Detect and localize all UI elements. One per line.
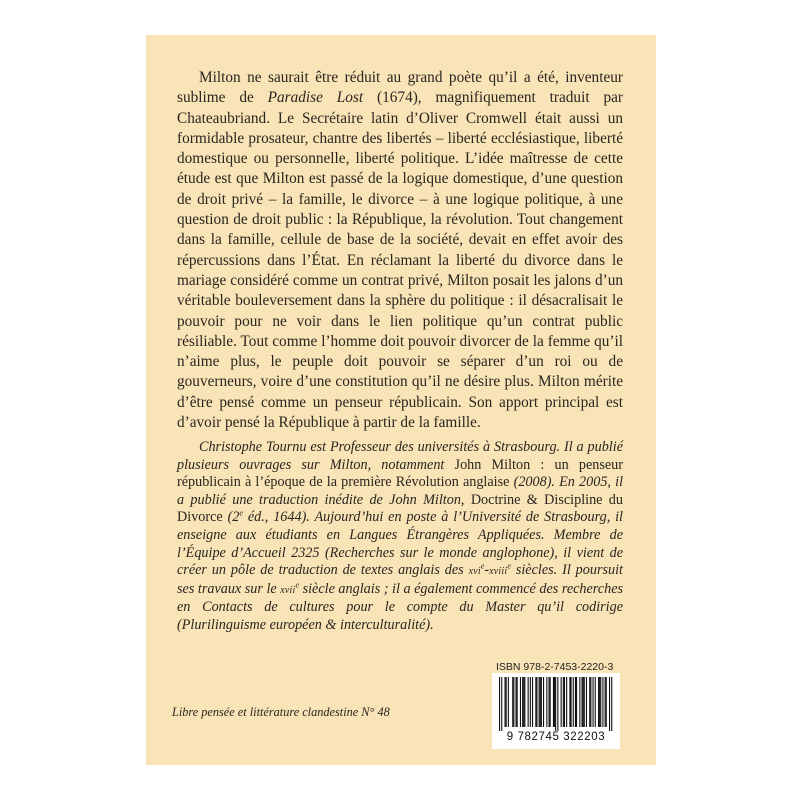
barcode-bar bbox=[583, 677, 584, 727]
barcode-bar bbox=[523, 677, 524, 727]
century-numeral: xviii bbox=[489, 566, 508, 578]
century-numeral: xvi bbox=[468, 566, 481, 578]
paradise-lost-title: Paradise Lost bbox=[267, 89, 364, 107]
collection-line: Libre pensée et littérature clandestine N° 48 bbox=[172, 705, 390, 719]
bio-text-part: (2 bbox=[222, 509, 240, 526]
bio-dash: - bbox=[484, 562, 490, 579]
barcode-bar bbox=[563, 677, 564, 727]
barcode-bar bbox=[600, 677, 601, 727]
bio-superscript: e bbox=[480, 561, 485, 571]
bio-book-title: Doctrine & Discipline du Divorce bbox=[177, 491, 623, 526]
barcode-bar bbox=[609, 677, 610, 731]
barcode-bar bbox=[546, 677, 547, 727]
barcode-bar bbox=[549, 677, 550, 727]
barcode-bar bbox=[520, 677, 521, 727]
summary-paragraph bbox=[177, 68, 623, 433]
barcode-bar bbox=[557, 677, 558, 731]
barcode-digits: 9 782745 322203 bbox=[506, 731, 606, 743]
barcode-bar bbox=[536, 677, 537, 727]
barcode-bar bbox=[573, 677, 574, 727]
bio-superscript: e bbox=[507, 561, 511, 571]
barcode-bar bbox=[584, 677, 585, 727]
back-cover bbox=[146, 35, 656, 765]
barcode-bar bbox=[532, 677, 533, 727]
bio-superscript: e bbox=[239, 508, 243, 518]
barcode-bar bbox=[516, 677, 517, 727]
barcode-bar bbox=[501, 677, 502, 731]
bio-text-part: (2008). En 2005, il a publié une traduction inédite de John Milton, bbox=[177, 474, 624, 508]
barcode-bar bbox=[598, 677, 599, 727]
barcode-bar bbox=[566, 677, 567, 727]
barcode-bar bbox=[589, 677, 590, 727]
bio-text-part: siècle anglais ; il a également commencé des recherches en Contacts de cultures pour le compte du Master qu’il codirige (Plurilinguisme européen & interculturalité). bbox=[177, 580, 624, 633]
barcode-bar bbox=[508, 677, 509, 727]
author-bio bbox=[177, 439, 623, 635]
bio-text-part: Christophe Tournu est Professeur des universités à Strasbourg. Il a publié plusieurs ouvrages sur Milton, notamment bbox=[177, 439, 623, 473]
century-numeral: xvii bbox=[280, 584, 296, 596]
barcode-bar bbox=[564, 677, 565, 727]
barcode-bar bbox=[605, 677, 606, 727]
barcode-bar bbox=[595, 677, 596, 727]
barcode-bar bbox=[593, 677, 594, 727]
barcode-bar bbox=[528, 677, 529, 727]
barcode-bar bbox=[543, 677, 544, 727]
barcode-bar bbox=[586, 677, 587, 727]
barcode-bar bbox=[539, 677, 540, 727]
barcode-bar bbox=[569, 677, 570, 727]
barcode-bar bbox=[606, 677, 607, 727]
barcode-bar bbox=[576, 677, 577, 727]
bio-text-part: éd., 1644). Aujourd’hui en poste à l’Université de Strasbourg, il enseigne aux étudiants en Langues Étrangères Appliquées. Membre de l’Équipe d’Accueil 2325 (Recherches sur le monde anglophone), il vient de créer un pôle de traduction de textes anglais des bbox=[177, 509, 623, 579]
barcode-bar bbox=[602, 677, 603, 727]
barcode-bar bbox=[535, 677, 536, 727]
barcode-bar bbox=[590, 677, 591, 727]
barcode-bar bbox=[541, 677, 542, 727]
summary-text-part: Milton ne saurait être réduit au grand poète qu’il a été, inventeur sublime de bbox=[177, 69, 623, 107]
barcode-bar bbox=[505, 677, 506, 727]
summary-text bbox=[177, 68, 623, 433]
barcode-bar bbox=[555, 677, 556, 731]
barcode-bar bbox=[571, 677, 572, 727]
barcode-bar bbox=[499, 677, 500, 731]
barcode-bars bbox=[497, 677, 615, 733]
barcode-bar bbox=[553, 677, 554, 727]
barcode-bar bbox=[512, 677, 513, 727]
barcode-bar bbox=[513, 677, 514, 727]
barcode-bar bbox=[582, 677, 583, 727]
barcode-bar bbox=[554, 677, 555, 727]
barcode-bar bbox=[524, 677, 525, 727]
summary-text-part: (1674), magnifiquement traduit par Chateaubriand. Le Secrétaire latin d’Oliver Cromwell était aussi un formidable prosateur, chantre des libertés – liberté ecclésiastique, liberté domestique ou personnelle, liberté politique. L’idée maîtresse de cette étude est que Milton est passé de la logique domestique, d’une question de droit privé – la famille, le divorce – à une logique politique, à une question de droit public : la République, la révolution. Tout changement dans la famille, cellule de base de la société, devait en effet avoir des répercussions dans l’État. En réclamant la liberté du divorce dans le mariage considéré comme un contrat privé, Milton posait les jalons d’un véritable bouleversement dans la sphère du politique : il désacralisait le pouvoir pour ne voir dans le lien politique qu’un contrat public résiliable. Tout comme l’homme doit pouvoir divorcer de la femme qu’il n’aime plus, le peuple doit pouvoir se séparer d’un roi ou de gouverneurs, voire d’une constitution qu’il ne désire plus. Milton mérite d’être pensé comme un penseur républicain. Son apport principal est d’avoir pensé la République à partir de la famille. bbox=[177, 89, 623, 432]
barcode-bar bbox=[550, 677, 551, 727]
barcode-bar bbox=[540, 677, 541, 727]
isbn-label: ISBN 978-2-7453-2220-3 bbox=[496, 661, 614, 673]
bio-text-part: siècles. Il poursuit ses travaux sur le bbox=[177, 562, 623, 597]
barcode-bar bbox=[517, 677, 518, 727]
barcode-bar bbox=[506, 677, 507, 727]
isbn-barcode bbox=[492, 673, 620, 749]
bio-paragraph bbox=[177, 439, 623, 635]
barcode-bar bbox=[579, 677, 580, 727]
barcode-bar bbox=[522, 677, 523, 727]
bio-book-title: John Milton : un penseur républicain à l’époque de la première Révolution anglaise bbox=[177, 456, 623, 491]
barcode-bar bbox=[575, 677, 576, 727]
barcode-bar bbox=[599, 677, 600, 727]
barcode-bar bbox=[611, 677, 612, 731]
barcode-bar bbox=[561, 677, 562, 727]
barcode-bar bbox=[530, 677, 531, 727]
bio-superscript: e bbox=[295, 580, 300, 590]
